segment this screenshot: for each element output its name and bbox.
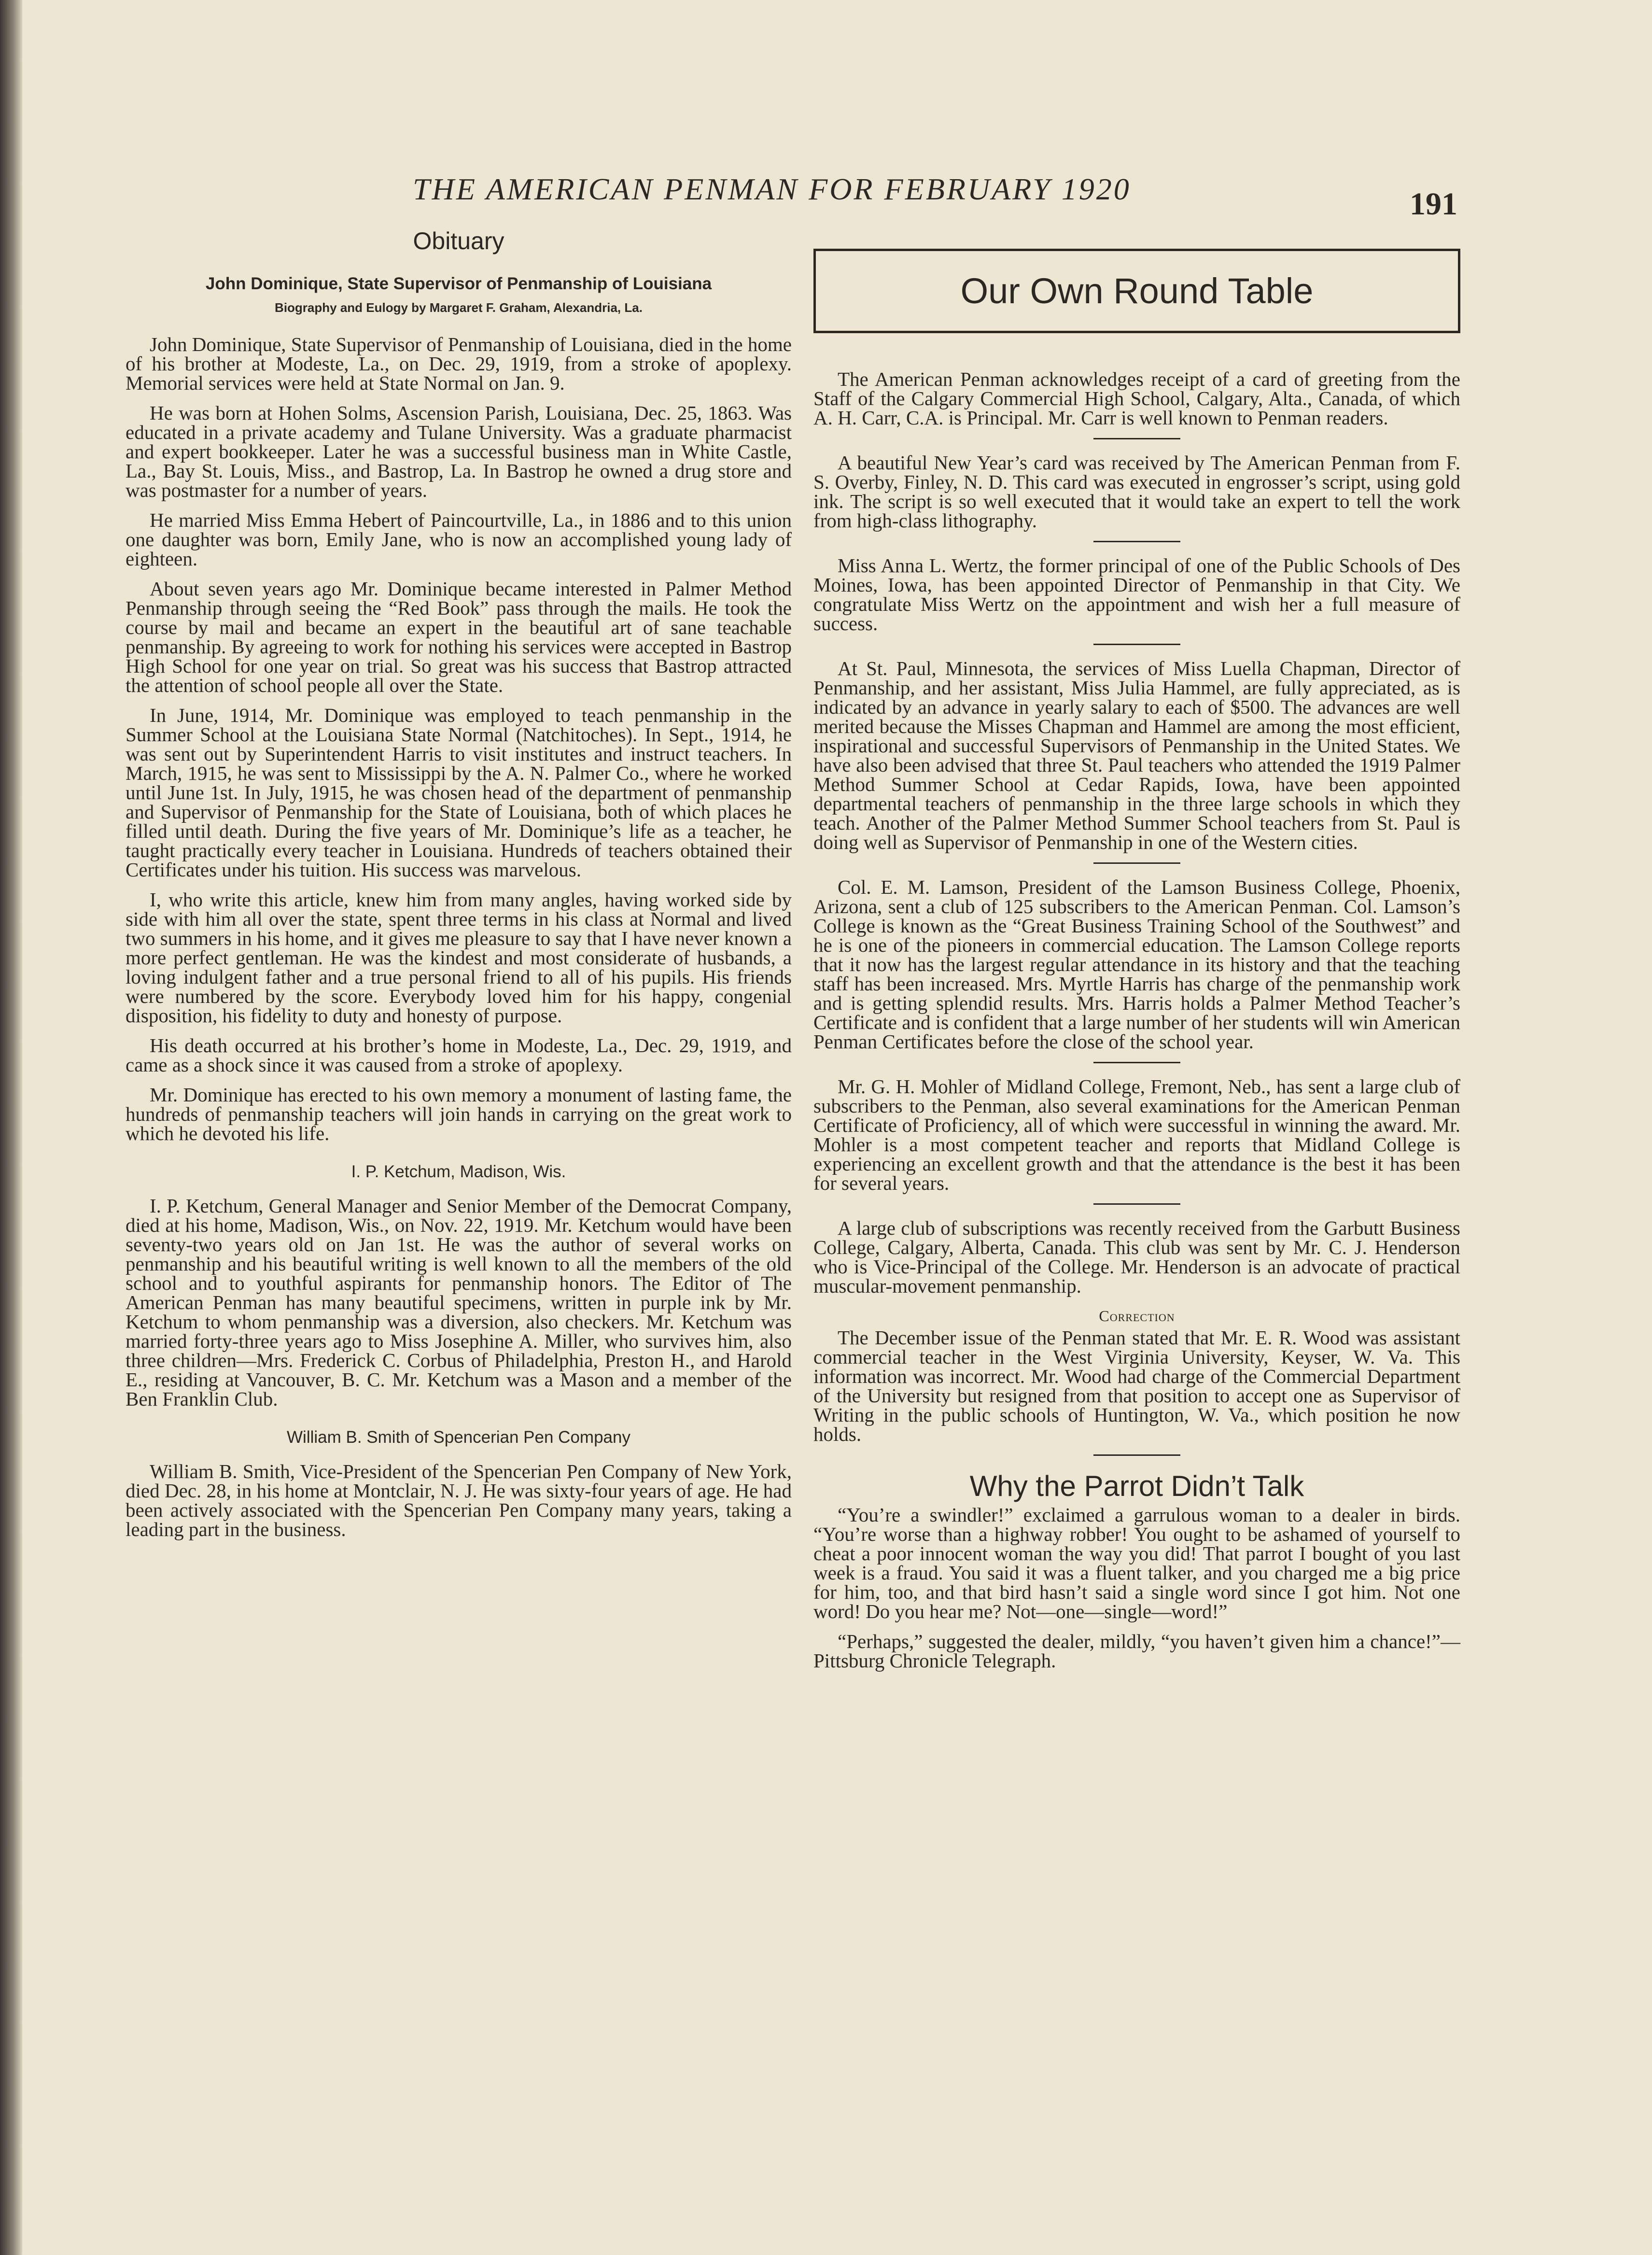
parrot-heading: Why the Parrot Didn’t Talk [969,1470,1304,1502]
right-column [813,249,1460,1681]
round-table-item: Col. E. M. Lamson, President of the Lamson Business College, Phoenix, Arizona, sent a club of 125 subscribers to the American Penman. Col. Lamson’s College is known as the “Great Business Training School of the Southwest” and he is one of the pioneers in commercial education. The Lamson College reports that it now has the largest regular attendance in its history and that the teaching staff has been increased. Mrs. Myrtle Harris has charge of the penmanship work and is getting splendid results. Mrs. Harris holds a Palmer Method Teacher’s Certificate and is confident that a large number of her students will win American Penman Certificates before the close of the school year. [813,876,1460,1053]
round-table-item: Miss Anna L. Wertz, the former principal of one of the Public Schools of Des Moines, Iowa, has been appointed Director of Penmanship in that City. We congratulate Miss Wertz on the appointment and wish her a full measure of success. [813,554,1460,634]
dominique-title: John Dominique, State Supervisor of Penmanship of Louisiana [205,274,712,293]
obituary-heading: Obituary [413,227,504,254]
paragraph: About seven years ago Mr. Dominique became interested in Palmer Method Penmanship through seeing the “Red Book” pass through the mails. He took the course by mail and became an expert in the beautiful art of sane teachable penmanship. By agreeing to work for nothing his services were accepted in Bastrop High School for one year on trial. So great was his success that Bastrop attracted the attention of school people all over the State. [126,578,792,696]
paragraph: Mr. Dominique has erected to his own memory a monument of lasting fame, the hundreds of penmanship teachers will join hands in carrying on the great work to which he devoted his life. [126,1084,792,1144]
divider [1093,1454,1180,1456]
round-table-item: Mr. G. H. Mohler of Midland College, Fremont, Neb., has sent a large club of subscribers to the Penman, also several examinations for the American Penman Certificate of Proficiency, all of which were successful in winning the award. Mr. Mohler is a most competent teacher and reports that Midland College is experiencing an excellent growth and that the attendance is the best it has been for several years. [813,1075,1460,1194]
round-table-item: A beautiful New Year’s card was received by The American Penman from F. S. Overby, Finley, N. D. This card was executed in engrosser’s script, using gold ink. The script is so well executed that it would take an expert to tell the work from high-class lithography. [813,451,1460,532]
dominique-byline: Biography and Eulogy by Margaret F. Graham, Alexandria, La. [275,300,643,315]
paragraph: His death occurred at his brother’s home in Modeste, La., Dec. 29, 1919, and came as a shock since it was caused from a stroke of apoplexy. [126,1034,792,1076]
parrot-paragraph: “You’re a swindler!” exclaimed a garrulous woman to a dealer in birds. “You’re worse than a highway robber! You ought to be ashamed of yourself to cheat a poor innocent woman the way you did! That parrot I bought of you last week is a fraud. You said it was a fluent talker, and you charged me a big price for him, too, and that bird hasn’t said a single word since I got him. Not one word! Do you hear me? Not—one—single—word!” [813,1504,1460,1622]
book-binding-shadow [0,0,22,2255]
running-header [413,171,1484,225]
divider [1093,862,1180,864]
divider [1093,644,1180,645]
round-table-item: A large club of subscriptions was recently received from the Garbutt Business College, Calgary, Alberta, Canada. This club was sent by Mr. C. J. Henderson who is Vice-Principal of the College. Mr. Henderson is an advocate of practical muscular-movement penmanship. [813,1217,1460,1297]
paragraph: John Dominique, State Supervisor of Penmanship of Louisiana, died in the home of his brother at Modeste, La., on Dec. 29, 1919, from a stroke of apoplexy. Memorial services were held at State Normal on Jan. 9. [126,333,792,394]
paragraph: In June, 1914, Mr. Dominique was employed to teach penmanship in the Summer School at the Louisiana State Normal (Natchitoches). In Sept., 1914, he was sent out by Superintendent Harris to visit institutes and instruct teachers. In March, 1915, he was sent to Mississippi by the A. N. Palmer Co., where he worked until June 1st. In July, 1915, he was chosen head of the department of penmanship and Supervisor of Penmanship for the State of Louisiana, both of which places he filled until death. During the five years of Mr. Dominique’s life as a teacher, he taught practically every teacher in Louisiana. Hundreds of teachers obtained their Certificates under his tuition. His success was marvelous. [126,704,792,881]
correction-text: The December issue of the Penman stated that Mr. E. R. Wood was assistant commercial teacher in the West Virginia University, Keyser, W. Va. This information was incorrect. Mr. Wood had charge of the Commercial Department of the University but resigned from that position to accept one as Supervisor of Writing in the public schools of Huntington, W. Va., which position he now holds. [813,1326,1460,1445]
divider [1093,541,1180,542]
divider [1093,1062,1180,1063]
left-column [126,227,792,1550]
round-table-item: At St. Paul, Minnesota, the services of Miss Luella Chapman, Director of Penmanship, and her assistant, Miss Julia Hammel, are fully appreciated, as is indicated by an advance in yearly salary to each of $500. The advances are well merited because the Misses Chapman and Hammel are among the most efficient, inspirational and successful Supervisors of Penmanship in the United States. We have also been advised that three St. Paul teachers who attended the 1919 Palmer Method Summer School at Cedar Rapids, Iowa, have been appointed departmental teachers of penmanship in the three large schools in which they teach. Another of the Palmer Method Summer School teachers from St. Paul is doing well as Supervisor of Penmanship in one of the Western cities. [813,657,1460,853]
paragraph: William B. Smith, Vice-President of the Spencerian Pen Company of New York, died Dec. 28, in his home at Montclair, N. J. He was sixty-four years of age. He had been actively associated with the Spencerian Pen Company many years, taking a leading part in the business. [126,1460,792,1540]
paragraph: I, who write this article, knew him from many angles, having worked side by side with him all over the state, spent three terms in his class at Normal and lived two summers in his home, and it gives me pleasure to say that I have never known a more perfect gentleman. He was the kindest and most considerate of husbands, a loving indulgent father and a true personal friend to all of his pupils. His friends were numbered by the score. Everybody loved him for his happy, congenial disposition, his fidelity to duty and honesty of purpose. [126,888,792,1027]
round-table-title: Our Own Round Table [960,271,1314,311]
round-table-item: The American Penman acknowledges receipt of a card of greeting from the Staff of the Calgary Commercial High School, Calgary, Alta., Canada, of which A. H. Carr, C.A. is Principal. Mr. Carr is well known to Penman readers. [813,368,1460,429]
paragraph: He was born at Hohen Solms, Ascension Parish, Louisiana, Dec. 25, 1863. Was educated in a private academy and Tulane University. Was a graduate pharmacist and expert bookkeeper. Later he was a successful business man in White Castle, La., Bay St. Louis, Miss., and Bastrop, La. In Bastrop he owned a drug store and was postmaster for a number of years. [126,402,792,501]
divider [1093,1203,1180,1205]
ketchum-title: I. P. Ketchum, Madison, Wis. [351,1162,566,1181]
paragraph: I. P. Ketchum, General Manager and Senior Member of the Democrat Company, died at his home, Madison, Wis., on Nov. 22, 1919. Mr. Ketchum would have been seventy-two years old on Jan 1st. He was the author of several works on penmanship and his beautiful writing is well known to all the members of the old school and to youthful aspirants for penmanship honors. The Editor of The American Penman has many beautiful specimens, written in purple ink by Mr. Ketchum to whom penmanship was a diversion, also checkers. Mr. Ketchum was married forty-three years ago to Miss Josephine A. Miller, who survives him, also three children—Mrs. Frederick C. Corbus of Philadelphia, Preston H., and Harold E., residing at Vancouver, B. C. Mr. Ketchum was a Mason and a member of the Ben Franklin Club. [126,1195,792,1410]
correction-heading: Correction [1099,1307,1175,1325]
round-table-title-box [813,249,1460,333]
parrot-paragraph: “Perhaps,” suggested the dealer, mildly, “you haven’t given him a chance!”—Pittsburg Chronicle Telegraph. [813,1630,1460,1672]
divider [1093,438,1180,439]
smith-title: William B. Smith of Spencerian Pen Company [287,1428,630,1447]
running-header-title: THE AMERICAN PENMAN FOR FEBRUARY 1920 [413,172,1131,206]
paragraph: He married Miss Emma Hebert of Paincourtville, La., in 1886 and to this union one daughter was born, Emily Jane, who is now an accomplished young lady of eighteen. [126,509,792,570]
page-number: 191 [1410,186,1457,222]
